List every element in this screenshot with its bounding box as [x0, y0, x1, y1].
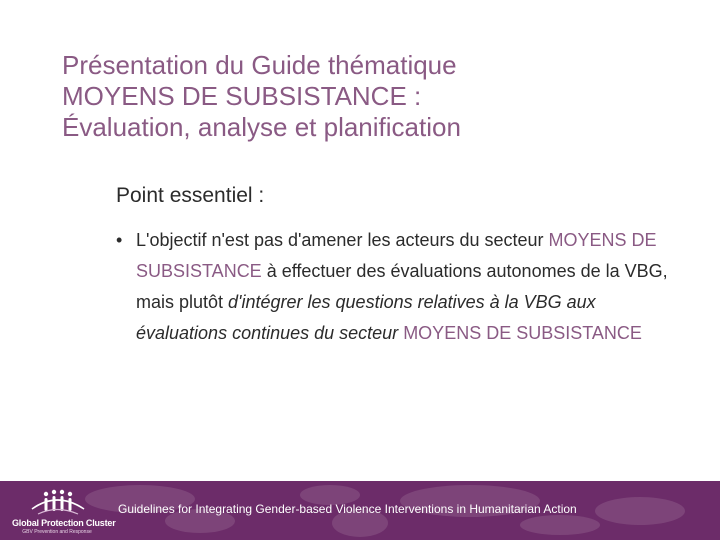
title-line-2: MOYENS DE SUBSISTANCE : — [62, 81, 422, 111]
people-icon — [12, 487, 102, 519]
logo-title: Global Protection Cluster — [12, 518, 116, 528]
bullet-text-part-3: à effectuer des évaluations autonomes de la VBG, mais plutôt — [136, 261, 668, 312]
bullet-text-part-1: L'objectif n'est pas d'amener les acteurs du secteur — [136, 230, 549, 250]
logo-subtitle: GBV Prevention and Response — [22, 529, 92, 535]
global-protection-cluster-logo — [12, 487, 116, 537]
bullet-accent-1: MOYENS DE SUBSISTANCE — [136, 230, 657, 281]
bullet-marker: • — [116, 230, 123, 250]
slide-content — [116, 181, 686, 349]
bullet-italic-text: d'intégrer les questions relatives à la VBG aux évaluations continues du secteur — [136, 292, 596, 343]
footer-bar — [0, 481, 720, 540]
slide-title — [62, 50, 702, 143]
bullet-accent-2: MOYENS DE SUBSISTANCE — [403, 323, 642, 343]
bullet-item — [116, 225, 686, 349]
title-line-1: Présentation du Guide thématique — [62, 50, 457, 80]
title-line-3: Évaluation, analyse et planification — [62, 112, 461, 142]
footer-guidelines-text: Guidelines for Integrating Gender-based Violence Interventions in Humanitarian Action — [118, 502, 577, 516]
key-point-heading: Point essentiel : — [116, 184, 265, 207]
